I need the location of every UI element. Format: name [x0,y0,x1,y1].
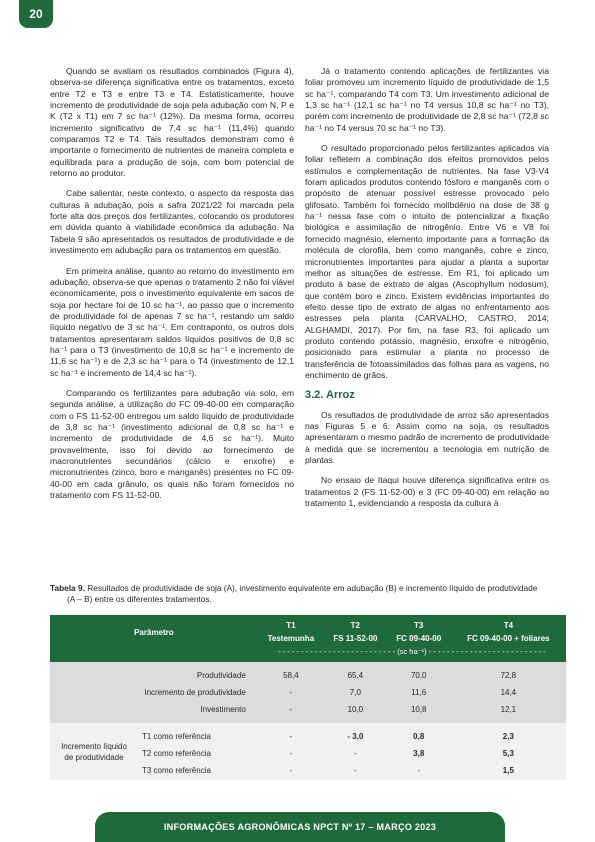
table-cell: 14,4 [451,684,566,701]
column-header-code: T3 [387,615,451,633]
table-cell: 70,0 [387,662,451,684]
paragraph: Os resultados de produtividade de arroz são apresentados nas Figuras 5 e 6. Assim como na soja, os resultados apresentaram o mesmo padrão de incremento de produtividade à medida que se incrementou a tecnologia em nutrição de plantas. [305,409,549,465]
table-cell: 11,6 [387,684,451,701]
table-cell: 58,4 [258,662,324,684]
unit-row: - - - - - - - - - - - - - - - - - - - - - - - - - - (sc ha⁻¹) - - - - - - - - - - - - - - - - - - - - - - - - - - [258,647,566,662]
table-cell: 1,5 [451,762,566,780]
column-header-code: T1 [258,615,324,633]
column-header-name: FC 09-40-00 [387,633,451,647]
table-cell: - [258,701,324,723]
page-number: 20 [19,0,53,28]
parameter-header: Parâmetro [50,615,258,647]
table-cell: - [324,762,387,780]
table-row [50,684,566,701]
table-caption-text: Resultados de produtividade de soja (A), investimento equivalente em adubação (B) e incremento líquido de produtividade [87,583,538,593]
table-cell: - 3,0 [324,723,387,745]
paragraph: Já o tratamento contendo aplicações de fertilizantes via foliar promoveu um incremento líquido de produtividade de 1,5 sc ha⁻¹, comparando T4 com T3. Um investimento adicional de 1,3 sc ha⁻¹ (12,1 sc ha⁻¹ no T4 versus 10,8 sc ha⁻¹ no T3), porém com incremento de produtividade de 2,8 sc ha⁻¹ (72,8 sc ha⁻¹ no T4 versus 70 sc ha⁻¹ no T3). [305,66,549,133]
table-cell: 10,8 [387,701,451,723]
table-cell: 0,8 [387,723,451,745]
paragraph: O resultado proporcionado pelos fertilizantes aplicados via foliar refletem a combinação dos efeitos promovidos pelos estímulos e complementação de nutrientes. Na fase V3-V4 foram aplicados produtos contendo fósforo e manganês com o propósito de atenuar possível estresse provocado pelo glifosato. Também foi fornecido molibdênio na dose de 38 g ha⁻¹ nessa fase com o intuito de potencializar a fixação biológica e assimilação de nitrogênio. Entre V6 e V8 foi fornecido magnésio, elemento importante para a formação da molécula de clorofila, bem como manganês, cobre e zinco, micronutrientes importantes para ajudar a planta a suportar melhor as situações de estresse. Em R1, foi aplicado um produto à base de extrato de algas (Ascophyllum nodosum), que contém boro e zinco. Existem evidências importantes do efeito desse tipo de extrato de algas no enfrentamento aos estresses pela planta (CARVALHO; CASTRO, 2014; ALGHAMDI, 2017). Por fim, na fase R3, foi aplicado um produto contendo potássio, magnésio, enxofre e nitrogênio, posicionado para estimular a planta no processo de transferência de fotoassimilados das folhas para as vagens, no enchimento de grãos. [305,143,549,380]
table-cell: - [324,745,387,762]
row-label: Investimento [50,701,258,723]
table-cell: 3,8 [387,745,451,762]
right-text-column [305,66,549,518]
row-label: T1 como referência [138,723,258,745]
paragraph: Em primeira análise, quanto ao retorno do investimento em adubação, observa-se que apenas o tratamento 2 não foi viável economicamente, pois o investimento equivalente em sacos de soja por hectare foi de 10 sc ha⁻¹, ao passo que o incremento de produtividade foi de apenas 7 sc ha⁻¹, restando um saldo líquido negativo de 3 sc ha⁻¹. Em contraponto, os outros dois tratamentos apresentaram saldos líquidos positivos de 0,8 sc ha⁻¹ para o T3 (investimento de 10,8 sc ha⁻¹ e incremento de 11,6 sc ha⁻¹) e de 2,3 sc ha⁻¹ para o T4 (investimento de 12,1 sc ha⁻¹ e incremento de 14,4 sc ha⁻¹). [50,265,294,378]
column-header-name: FS 11-52-00 [324,633,387,647]
table-cell: 5,3 [451,745,566,762]
row-label: Produtividade [50,662,258,684]
table-cell: - [258,762,324,780]
section-heading: 3.2. Arroz [305,389,355,402]
table-cell: 2,3 [451,723,566,745]
group-label-line: Incremento líquido [61,741,127,751]
paragraph: Quando se avaliam os resultados combinados (Figura 4), observa-se diferença significativa entre os tratamentos, exceto entre T2 e T3 e entre T3 e T4. Estatisticamente, houve incremento de produtividade de soja pela adubação com N, P e K (T2 x T1) em 7 sc ha⁻¹ (12%). Da mesma forma, ocorreu incremento significativo de 7,4 sc ha⁻¹ (11,4%) quando comparamos T2 e T4. Tais resultados demonstram como é importante o fornecimento de nutrientes de maneira completa e equilibrada para a produção de soja, com bom potencial de retorno ao produtor. [50,66,294,179]
journal-footer: INFORMAÇÕES AGRONÔMICAS NPCT Nº 17 – MARÇO 2023 [95,812,505,842]
paragraph: No ensaio de Itaqui houve diferença significativa entre os tratamentos 2 (FS 11-52-00) e 3 (FC 09-40-00) em relação ao tratamento 1, evidenciando a resposta da cultura à [305,475,549,509]
table-row [50,723,566,745]
paragraph: Cabe salientar, neste contexto, o aspecto da resposta das culturas à adubação, pois a safra 2021/22 foi marcada pela forte alta dos preços dos fertilizantes, colocando os produtores em dúvida quanto à viabilidade econômica da adubação. Na Tabela 9 são apresentados os resultados de produtividade e de investimento em adubação para os tratamentos em questão. [50,188,294,256]
table-cell: 65,4 [324,662,387,684]
results-table [50,615,566,780]
row-label: T3 como referência [138,762,258,780]
group-label-line: de produtividade [64,752,124,762]
table-row [50,701,566,723]
table-cell: - [258,745,324,762]
column-header-name: Testemunha [258,633,324,647]
row-label: T2 como referência [138,745,258,762]
table-caption-label: Tabela 9. [50,583,85,593]
group-label [50,723,138,780]
table-cell: 7,0 [324,684,387,701]
table-caption-text-continued: (A – B) entre os diferentes tratamentos. [67,594,212,604]
table-cell: - [258,684,324,701]
table-cell: 72,8 [451,662,566,684]
table-cell: 10,0 [324,701,387,723]
table-row [50,662,566,684]
table-cell: 12,1 [451,701,566,723]
column-header-code: T4 [451,615,566,633]
column-header-code: T2 [324,615,387,633]
table-cell: - [258,723,324,745]
row-label: Incremento de produtividade [50,684,258,701]
table-caption [50,583,550,605]
left-text-column [50,66,294,510]
column-header-name: FC 09-40-00 + foliares [451,633,566,647]
paragraph: Comparando os fertilizantes para adubação via solo, em segunda análise, a utilização do FC 09-40-00 em comparação com o FS 11-52-00 entregou um saldo líquido de produtividade de 3,8 sc ha⁻¹ (investimento adicional de 0,8 sc ha⁻¹ e incremento de produtividade de 4,6 sc ha⁻¹). Muito provavelmente, isso foi devido ao fornecimento de macronutrientes secundários (cálcio e enxofre) e micronutrientes (zinco, boro e manganês) presentes no FC 09-40-00 em cada grânulo, os quais não foram fornecidos no tratamento com FS 11-52-00. [50,387,294,501]
table-cell: - [387,762,451,780]
